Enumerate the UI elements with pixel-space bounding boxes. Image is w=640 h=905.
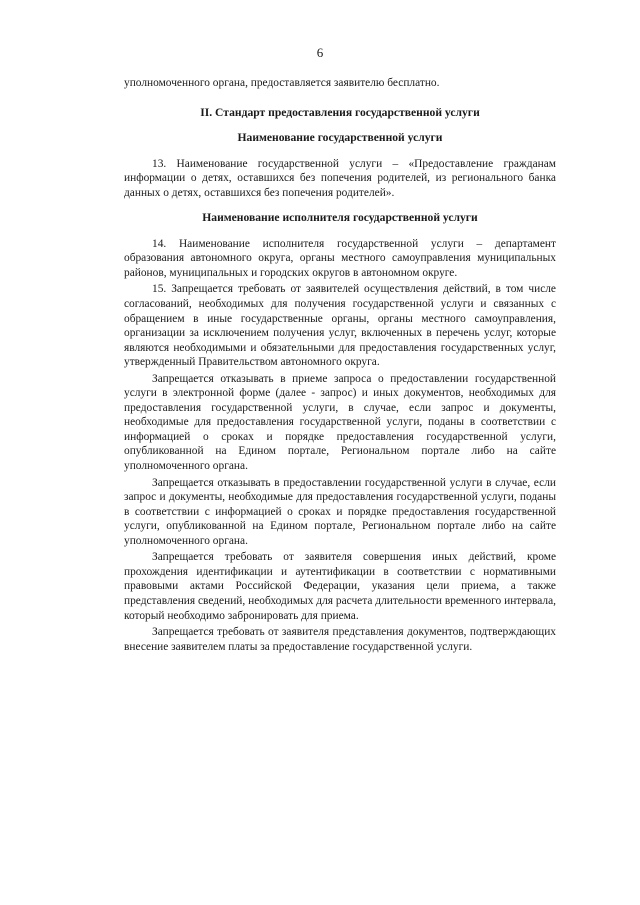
intro-line: уполномоченного органа, предоставляется заявителю бесплатно. [124, 77, 440, 89]
section-heading: II. Стандарт предоставления государственной услуги [200, 105, 480, 119]
paragraph-13: 13. Наименование государственной услуги – «Предоставление гражданам информации о детях, оставшихся без попечения родителей, из регионального банка данных о детях, оставшихся без попечения родителей». [124, 157, 556, 199]
subheading-executor: Наименование исполнителя государственной услуги [202, 211, 478, 225]
paragraph-payment-docs: Запрещается требовать от заявителя представления документов, подтверждающих внесение заявителем платы за предоставление государственной услуги. [124, 626, 556, 653]
page-number: 6 [316, 45, 324, 60]
paragraph-refuse-provision: Запрещается отказывать в предоставлении государственной услуги в случае, если запрос и документы, необходимые для предоставления государственной услуги, поданы в соответствии с информацией о сроках и порядке предоставления государственной услуги, опубликованной на Едином портале, Региональном портале либо на сайте уполномоченного органа. [124, 476, 556, 547]
page-content [124, 76, 556, 654]
paragraph-15: 15. Запрещается требовать от заявителей осуществления действий, в том числе согласований, необходимых для получения государственной услуги и связанных с обращением в иные государственные органы, органы местного самоуправления, организации за исключением получения услуг, включенных в перечень услуг, которые являются необходимыми и обязательными для предоставления государственных услуг, утвержденный Правительством автономного округа. [124, 283, 556, 369]
paragraph-14: 14. Наименование исполнителя государственной услуги – департамент образования автономного округа, органы местного самоуправления муниципальных районов, муниципальных и городских округов в автономном округе. [124, 237, 556, 279]
subheading-service-name: Наименование государственной услуги [237, 131, 443, 145]
paragraph-refuse-reception: Запрещается отказывать в приеме запроса о предоставлении государственной услуги в электронной форме (далее - запрос) и иных документов, необходимых для предоставления государственной услуги, в случае, если запрос и документы, необходимые для предоставления государственной услуги, поданы в соответствии с информацией о сроках и порядке предоставления государственной услуги, опубликованной на Едином портале, Региональном портале либо на сайте уполномоченного органа. [124, 372, 556, 473]
paragraph-other-actions: Запрещается требовать от заявителя совершения иных действий, кроме прохождения идентификации и аутентификации в соответствии с нормативными правовыми актами Российской Федерации, указания цели приема, а также представления сведений, необходимых для расчета длительности временного интервала, который необходимо забронировать для приема. [124, 551, 556, 622]
